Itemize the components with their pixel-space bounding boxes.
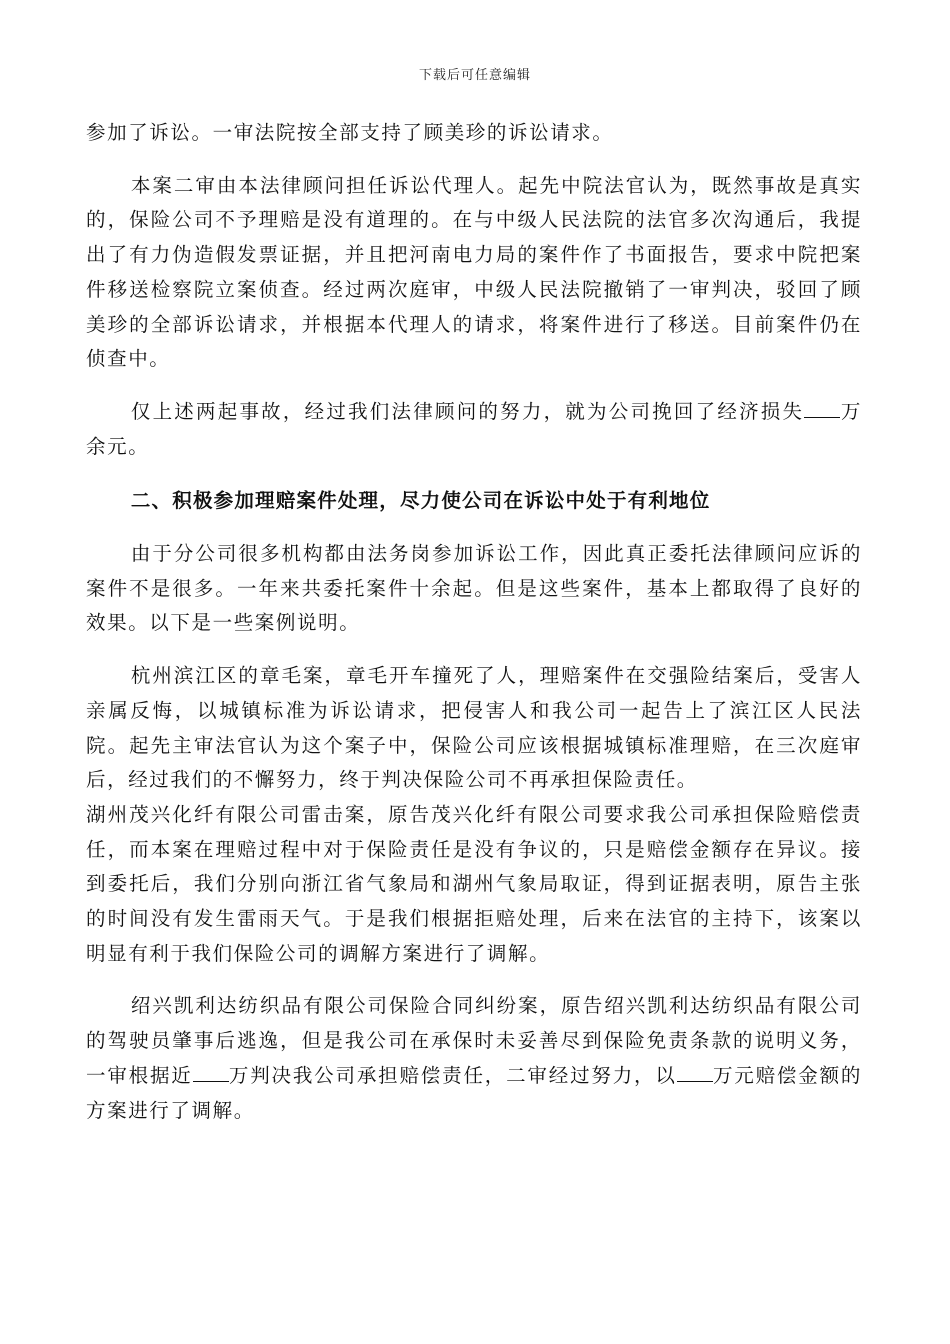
loss-text-before: 仅上述两起事故，经过我们法律顾问的努力，就为公司挽回了经济损失 — [130, 399, 805, 423]
blank-amount-field-first — [193, 1061, 229, 1082]
shaoxing-text-3: 万元赔偿金额的方案进行了调解。 — [86, 1063, 862, 1122]
paragraph-zhangmao-case: 杭州滨江区的章毛案，章毛开车撞死了人，理赔案件在交强险结案后，受害人亲属反悔，以城镇标准为诉讼请求，把侵害人和我公司一起告上了滨江区人民法院。起先主审法官认为这个案子中，保险公司应该根据城镇标准理赔，在三次庭审后，经过我们的不懈努力，终于判决保险公司不再承担保险责任。 — [86, 664, 862, 792]
paragraph-loss-recovered — [86, 395, 862, 464]
shaoxing-text-2: 万判决我公司承担赔偿责任，二审经过努力，以 — [228, 1063, 677, 1087]
paragraph-shaoxing-case — [86, 989, 862, 1128]
shaoxing-text-1: 绍兴凯利达纺织品有限公司保险合同纠纷案，原告绍兴凯利达纺织品有限公司的驾驶员肇事后逃逸，但是我公司在承保时未妥善尽到保险免责条款的说明义务，一审根据近 — [86, 994, 862, 1087]
loss-text-after: 万余元。 — [86, 399, 862, 458]
paragraph-huzhou-case: 湖州茂兴化纤有限公司雷击案，原告茂兴化纤有限公司要求我公司承担保险赔偿责任，而本案在理赔过程中对于保险责任是没有争议的，只是赔偿金额存在异议。接到委托后，我们分别向浙江省气象局和湖州气象局取证，得到证据表明，原告主张的时间没有发生雷雨天气。于是我们根据拒赔处理，后来在法官的主持下，该案以明显有利于我们保险公司的调解方案进行了调解。 — [86, 802, 862, 965]
blank-amount-field-second — [677, 1061, 713, 1082]
paragraph-continuation: 参加了诉讼。一审法院按全部支持了顾美珍的诉讼请求。 — [86, 121, 614, 144]
document-body — [86, 116, 862, 1128]
section-heading-2: 二、积极参加理赔案件处理，尽力使公司在诉讼中处于有利地位 — [130, 489, 711, 513]
paragraph-second-instance: 本案二审由本法律顾问担任诉讼代理人。起先中院法官认为，既然事故是真实的，保险公司不予理赔是没有道理的。在与中级人民法院的法官多次沟通后，我提出了有力伪造假发票证据，并且把河南电力局的案件作了书面报告，要求中院把案件移送检察院立案侦查。经过两次庭审，中级人民法院撤销了一审判决，驳回了顾美珍的全部诉讼请求，并根据本代理人的请求，将案件进行了移送。目前案件仍在侦查中。 — [86, 173, 862, 371]
blank-amount-field — [804, 397, 840, 418]
paragraph-branch-cases: 由于分公司很多机构都由法务岗参加诉讼工作，因此真正委托法律顾问应诉的案件不是很多。一年来共委托案件十余起。但是这些案件，基本上都取得了良好的效果。以下是一些案例说明。 — [86, 542, 862, 635]
page-header: 下载后可任意编辑 — [418, 68, 531, 83]
